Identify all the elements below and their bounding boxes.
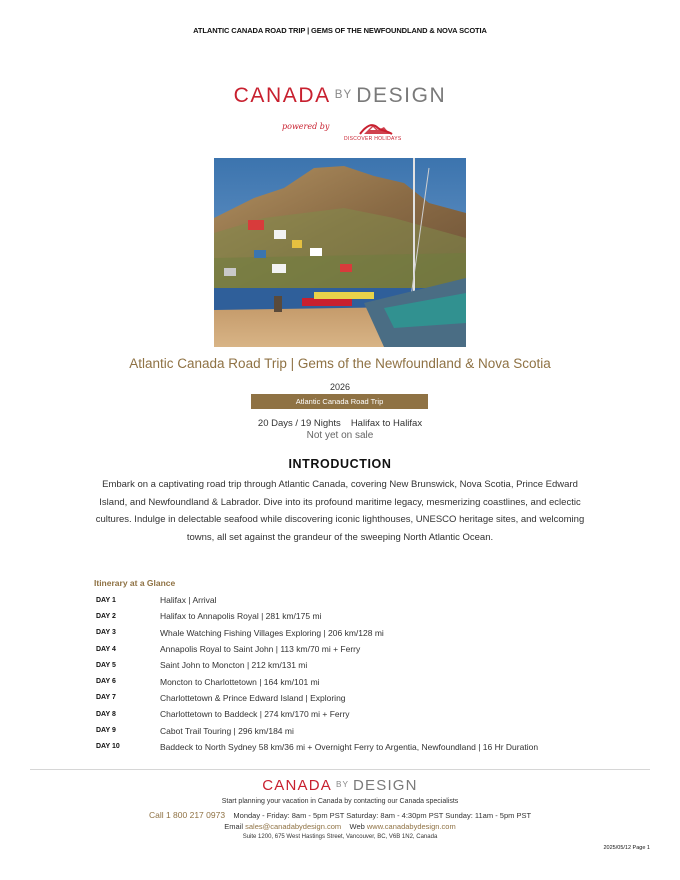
itinerary-row: [96, 690, 596, 706]
sale-status: Not yet on sale: [306, 430, 374, 441]
footer-email-web: [0, 822, 680, 831]
trip-title: Atlantic Canada Road Trip | Gems of the Newfoundland & Nova Scotia: [129, 356, 551, 371]
footer-contact-hours: [0, 810, 680, 820]
office-hours: Monday - Friday: 8am - 5pm PST Saturday: 8am - 4:30pm PST Sunday: 11am - 5pm PST: [233, 811, 532, 820]
email-label: Email: [224, 822, 244, 831]
footer-brand-logo: [0, 777, 680, 794]
introduction-heading: INTRODUCTION: [288, 457, 392, 471]
footer-tagline: Start planning your vacation in Canada by contacting our Canada specialists: [221, 798, 459, 805]
day-label: DAY 3: [96, 629, 116, 637]
page-stamp: 2025/05/12 Page 1: [603, 845, 650, 851]
brand-design: DESIGN: [356, 84, 447, 107]
itinerary-row: [96, 625, 596, 641]
brand-canada: CANADA: [262, 777, 332, 794]
day-description: Moncton to Charlottetown | 164 km/101 mi: [160, 676, 320, 687]
day-description: Cabot Trail Touring | 296 km/184 mi: [160, 725, 294, 736]
itinerary-row: [96, 592, 596, 608]
itinerary-table: [96, 592, 596, 755]
day-description: Charlottetown & Prince Edward Island | Exploring: [160, 692, 346, 703]
day-description: Halifax | Arrival: [160, 595, 217, 606]
itinerary-row: [96, 641, 596, 657]
introduction-text: Embark on a captivating road trip through Atlantic Canada, covering New Brunswick, Nova Scotia, Prince Edward Island, and Newfoundland & Labrador. Dive into its profound maritime legacy, mesmerizing coastlines, and eclectic cultures. Indulge in delectable seafood while discovering iconic lighthouses, UNESCO heritage sites, and welcoming towns, all set against the grandeur of the sweeping North Atlantic Ocean.: [95, 479, 585, 543]
trip-year: 2026: [329, 382, 351, 392]
day-description: Halifax to Annapolis Royal | 281 km/175 mi: [160, 611, 322, 622]
day-description: Baddeck to North Sydney 58 km/36 mi + Overnight Ferry to Argentia, Newfoundland | 16 Hr Duration: [160, 741, 539, 752]
itinerary-row: [96, 722, 596, 738]
itinerary-row: [96, 706, 596, 722]
web-label: Web: [349, 822, 365, 831]
brand-canada: CANADA: [233, 84, 331, 107]
powered-by-logo-text: DISCOVER HOLIDAYS: [344, 136, 402, 142]
trip-subtitle-bar: Atlantic Canada Road Trip: [251, 394, 428, 409]
document-header: ATLANTIC CANADA ROAD TRIP | GEMS OF THE NEWFOUNDLAND & NOVA SCOTIA: [193, 26, 487, 35]
day-description: Whale Watching Fishing Villages Exploring | 206 km/128 mi: [160, 627, 384, 638]
day-description: Annapolis Royal to Saint John | 113 km/70 mi + Ferry: [160, 644, 361, 655]
harbour-photo-icon: [214, 158, 466, 347]
website-link[interactable]: www.canadabydesign.com: [366, 822, 456, 831]
day-label: DAY 8: [96, 710, 116, 718]
footer-address: Suite 1200, 675 West Hastings Street, Vancouver, BC, V6B 1N2, Canada: [242, 834, 438, 840]
brand-by: BY: [335, 780, 349, 790]
brand-by: BY: [334, 88, 353, 101]
itinerary-heading: Itinerary at a Glance: [94, 578, 176, 588]
day-label: DAY 7: [96, 694, 116, 702]
powered-by-text: powered by: [282, 122, 330, 131]
footer-divider: [30, 769, 650, 770]
itinerary-row: [96, 657, 596, 673]
day-label: DAY 1: [96, 596, 116, 604]
hero-harbour-photo: [214, 158, 466, 347]
trip-duration-line: [0, 418, 680, 429]
day-description: Saint John to Moncton | 212 km/131 mi: [160, 660, 308, 671]
day-label: DAY 4: [96, 645, 116, 653]
email-link[interactable]: sales@canadabydesign.com: [245, 822, 342, 831]
phone-link[interactable]: Call 1 800 217 0973: [148, 810, 226, 820]
day-description: Charlottetown to Baddeck | 274 km/170 mi + Ferry: [160, 709, 350, 720]
powered-by-logo: [282, 116, 402, 146]
brand-design: DESIGN: [353, 777, 418, 794]
day-label: DAY 9: [96, 727, 116, 735]
itinerary-row: [96, 673, 596, 689]
trip-route: Halifax to Halifax: [350, 418, 423, 429]
itinerary-row: [96, 608, 596, 624]
day-label: DAY 6: [96, 678, 116, 686]
day-label: DAY 10: [96, 743, 120, 751]
day-label: DAY 2: [96, 612, 116, 620]
day-label: DAY 5: [96, 661, 116, 669]
brand-logo: [0, 84, 680, 108]
itinerary-row: [96, 739, 596, 755]
trip-duration: 20 Days / 19 Nights: [257, 418, 341, 429]
